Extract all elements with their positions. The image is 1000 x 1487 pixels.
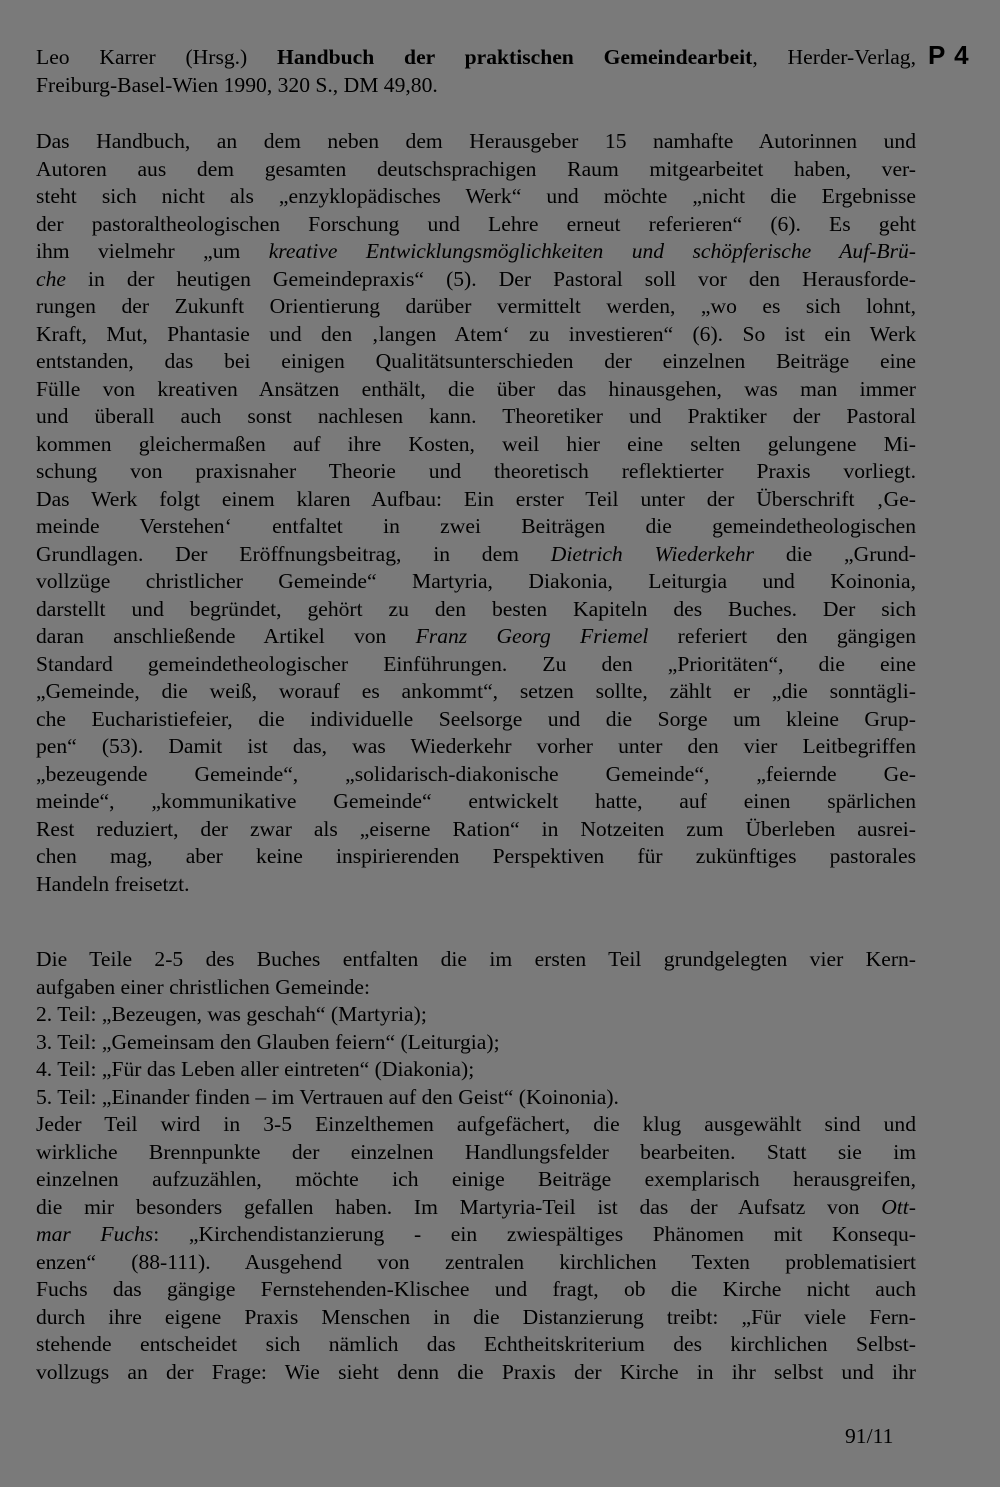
text-line: Jeder Teil wird in 3-5 Einzelthemen aufgefächert, die klug ausgewählt sind und	[36, 1112, 916, 1136]
text-run: ihm vielmehr „um	[36, 239, 269, 263]
list-item: 3. Teil: „Gemeinsam den Glauben feiern“ (Leiturgia);	[36, 1029, 500, 1054]
text-line: meinde Verstehen‘ entfaltet in zwei Beiträgen die gemeindetheologischen	[36, 514, 916, 538]
text-line: Das Werk folgt einem klaren Aufbau: Ein erster Teil unter der Überschrift ‚Ge-	[36, 486, 916, 511]
text-line: darstellt und begründet, gehört zu den besten Kapiteln des Buches. Der sich	[36, 596, 916, 621]
reference-publisher: , Herder-Verlag,	[752, 45, 916, 69]
text-line: Fülle von kreativen Ansätzen enthält, die über das hinausgehen, was man immer	[36, 376, 916, 401]
reference-author: Leo Karrer (Hrsg.)	[36, 45, 278, 69]
list-item: 2. Teil: „Bezeugen, was geschah“ (Martyria);	[36, 1002, 427, 1026]
text-line: rungen der Zukunft Orientierung darüber vermittelt werden, „wo es sich lohnt,	[36, 294, 916, 318]
text-line: „Gemeinde, die weiß, worauf es ankommt“, setzen sollte, zählt er „die sonntägli-	[36, 679, 916, 703]
text-line: wirkliche Brennpunkte der einzelnen Handlungsfelder bearbeiten. Statt sie im	[36, 1139, 916, 1164]
text-line: einzelnen aufzuzählen, möchte ich einige Beiträge exemplarisch herausgreifen,	[36, 1167, 916, 1191]
text-line	[36, 238, 916, 266]
text-line: meinde“, „kommunikative Gemeinde“ entwickelt hatte, auf einen spärlichen	[36, 789, 916, 813]
text-line: vollzüge christlicher Gemeinde“ Martyria, Diakonia, Leiturgia und Koinonia,	[36, 569, 916, 593]
text-line: enzen“ (88-111). Ausgehend von zentralen kirchlichen Texten problematisiert	[36, 1249, 916, 1274]
paragraph-2	[36, 946, 916, 1386]
text-line: stehende entscheidet sich nämlich das Echtheitskriterium des kirchlichen Selbst-	[36, 1332, 916, 1356]
text-line	[36, 1194, 916, 1222]
text-line: durch ihre eigene Praxis Menschen in die Distanzierung treibt: „Für viele Fern-	[36, 1304, 916, 1329]
text-line: Autoren aus dem gesamten deutschsprachigen Raum mitgearbeitet haben, ver-	[36, 156, 916, 181]
text-line: der pastoraltheologischen Forschung und Lehre erneut referieren“ (6). Es geht	[36, 211, 916, 236]
text-line: che Eucharistiefeier, die individuelle Seelsorge und die Sorge um kleine Grup-	[36, 706, 916, 731]
text-run: : „Kirchendistanzierung - ein zwiespältiges Phänomen mit Konsequ-	[153, 1222, 916, 1246]
text-line: Handeln freisetzt.	[36, 871, 190, 896]
text-line	[36, 266, 916, 294]
text-line: chen mag, aber keine inspirierenden Perspektiven für zukünftiges pastorales	[36, 844, 916, 868]
text-line: kommen gleichermaßen auf ihre Kosten, weil hier eine selten gelungene Mi-	[36, 431, 916, 456]
reference-line-1	[36, 44, 916, 72]
paragraph-1	[36, 128, 916, 898]
text-line: entstanden, das bei einigen Qualitätsunterschieden der einzelnen Beiträge eine	[36, 349, 916, 373]
text-line	[36, 1221, 916, 1249]
text-line: pen“ (53). Damit ist das, was Wiederkehr vorher unter den vier Leitbegriffen	[36, 734, 916, 758]
text-run: referiert den gängigen	[677, 624, 916, 648]
text-line: Fuchs das gängige Fernstehenden-Klischee und fragt, ob die Kirche nicht auch	[36, 1277, 916, 1301]
author-name: mar Fuchs	[36, 1222, 154, 1246]
reference-line-2: Freiburg-Basel-Wien 1990, 320 S., DM 49,80.	[36, 72, 438, 97]
text-line: und überall auch sonst nachlesen kann. Theoretiker und Praktiker der Pastoral	[36, 404, 916, 428]
author-name: Dietrich Wiederkehr	[550, 541, 755, 566]
text-line: schung von praxisnaher Theorie und theoretisch reflektierter Praxis vorliegt.	[36, 459, 916, 483]
text-run: daran anschließende Artikel von	[36, 624, 387, 648]
italic-quote: che	[36, 266, 66, 291]
text-line: vollzugs an der Frage: Wie sieht denn die Praxis der Kirche in ihr selbst und ihr	[36, 1359, 916, 1384]
text-line: aufgaben einer christlichen Gemeinde:	[36, 974, 370, 999]
text-run: die „Grund-	[785, 541, 916, 566]
text-run: die mir besonders gefallen haben. Im Martyria-Teil ist das der Aufsatz von	[36, 1194, 860, 1219]
page-id: P 4	[928, 40, 970, 70]
text-line	[36, 541, 916, 569]
book-reference	[36, 44, 916, 99]
text-line: Rest reduziert, der zwar als „eiserne Ration“ in Notzeiten zum Überleben ausrei-	[36, 816, 916, 841]
author-name: Ott-	[881, 1194, 916, 1219]
page-number: 91/11	[845, 1424, 894, 1448]
text-line: Standard gemeindetheologischer Einführungen. Zu den „Prioritäten“, die eine	[36, 651, 916, 676]
text-line	[36, 623, 916, 651]
text-line: steht sich nicht als „enzyklopädisches Werk“ und möchte „nicht die Ergebnisse	[36, 184, 916, 208]
list-item: 5. Teil: „Einander finden – im Vertrauen auf den Geist“ (Koinonia).	[36, 1084, 619, 1109]
text-line: „bezeugende Gemeinde“, „solidarisch-diakonische Gemeinde“, „feiernde Ge-	[36, 761, 916, 786]
text-run: Grundlagen. Der Eröffnungsbeitrag, in dem	[36, 541, 519, 566]
text-line: Kraft, Mut, Phantasie und den ‚langen Atem‘ zu investieren“ (6). So ist ein Werk	[36, 321, 916, 346]
text-line: Das Handbuch, an dem neben dem Herausgeber 15 namhafte Autorinnen und	[36, 129, 916, 153]
text-run: in der heutigen Gemeindepraxis“ (5). Der Pastoral soll vor den Herausforde-	[65, 266, 916, 291]
list-item: 4. Teil: „Für das Leben aller eintreten“ (Diakonia);	[36, 1057, 475, 1081]
book-title: Handbuch der praktischen Gemeindearbeit	[277, 45, 753, 69]
author-name: Franz Georg Friemel	[415, 624, 649, 648]
italic-quote: kreative Entwicklungsmöglichkeiten und schöpferische Auf-Brü-	[268, 239, 916, 263]
text-line: Die Teile 2-5 des Buches entfalten die im ersten Teil grundgelegten vier Kern-	[36, 947, 916, 971]
